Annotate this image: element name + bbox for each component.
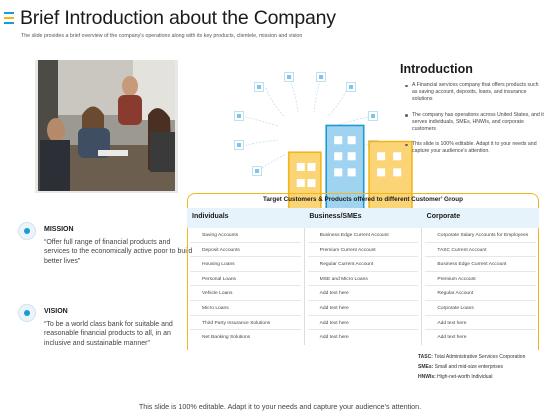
vision-text: “To be a world class bank for suitable and reasonable financial products to all, in an inclusive and sustainable manner” [44,321,173,347]
service-node-icon [346,82,356,92]
title-bars-icon [4,12,14,27]
table-cell: Deposit Accounts [190,243,301,258]
table-cell: Regular Current Account [308,257,419,272]
team-meeting-photo [38,60,175,191]
table-cell: Third Party Insurance Solutions [190,316,301,331]
legend-item: TASC: Total Administrative Services Corporation [418,354,526,360]
legend-item: HNWIs: High-net-worth Individual [418,374,493,380]
eye-icon [18,304,36,322]
abbreviation-legend [418,352,558,382]
introduction-title: Introduction [400,62,473,76]
introduction-item: The company has operations across United States, and it serves individuals, SMEs, HNWIs, and corporate customers [404,112,544,134]
column-corporate [422,228,539,345]
introduction-item: This slide is 100% editable. Adapt it to your needs and capture your audience's attention. [404,141,544,155]
table-cell: Add text here [437,335,467,341]
customer-table-body [187,228,539,345]
city-buildings-icon [278,112,334,154]
service-node-icon [252,166,262,176]
table-cell: Vehicle Loans [190,286,301,301]
legend-item: SMEs: Small and mid-size enterprises [418,364,504,370]
column-header-individuals: Individuals [192,213,229,220]
table-cell: Personal Loans [190,272,301,287]
table-cell: Saving Accounts [190,228,301,243]
customer-table-header [187,208,539,228]
table-cell: Add text here [308,286,419,301]
page-title: Brief Introduction about the Company [20,7,336,29]
customer-table-heading: Target Customers & Products offered to different Customer’ Group [263,196,463,203]
table-cell: Add text here [308,301,419,316]
service-node-icon [234,111,244,121]
column-individuals [187,228,305,345]
table-cell: Net Banking Solutions [202,335,251,341]
column-business [305,228,423,345]
service-node-icon [316,72,326,82]
table-cell: Premium Current Account [308,243,419,258]
table-cell: Add text here [308,316,419,331]
table-cell: Premium Account [425,272,536,287]
column-header-business: Business/SMEs [309,213,362,220]
table-cell: Business Edge Current Account [308,228,419,243]
table-cell: Housing Loans [190,257,301,272]
introduction-item: A Financial services company that offers products such as saving account, deposits, loans, and insurance solutions [404,82,544,104]
table-cell: Corporate Salary Accounts for Employees [425,228,536,243]
column-header-corporate: Corporate [426,213,461,220]
mission-label: MISSION [44,226,74,233]
table-cell: TASC Current Account [425,243,536,258]
table-cell: Add text here [425,316,536,331]
table-cell: MSE and Micro Loans [308,272,419,287]
service-node-icon [284,72,294,82]
page-subtitle: The slide provides a brief overview of the company's operations along with its key products, clientele, mission and vision [21,33,303,39]
table-cell: Corporate Loans [425,301,536,316]
table-cell: Regular Account [425,286,536,301]
introduction-list [404,82,544,164]
table-cell: Business Edge Current Account [425,257,536,272]
service-node-icon [254,82,264,92]
mission-text: “Offer full range of financial products and services to the economically active poor to build better lives” [44,239,193,265]
footer-note: This slide is 100% editable. Adapt it to your needs and capture your audience’s attention. [138,402,422,411]
services-hub-graphic [232,68,382,186]
table-cell: Micro Loans [190,301,301,316]
target-icon [18,222,36,240]
service-node-icon [234,140,244,150]
table-cell: Add text here [319,335,349,341]
vision-label: VISION [44,308,68,315]
